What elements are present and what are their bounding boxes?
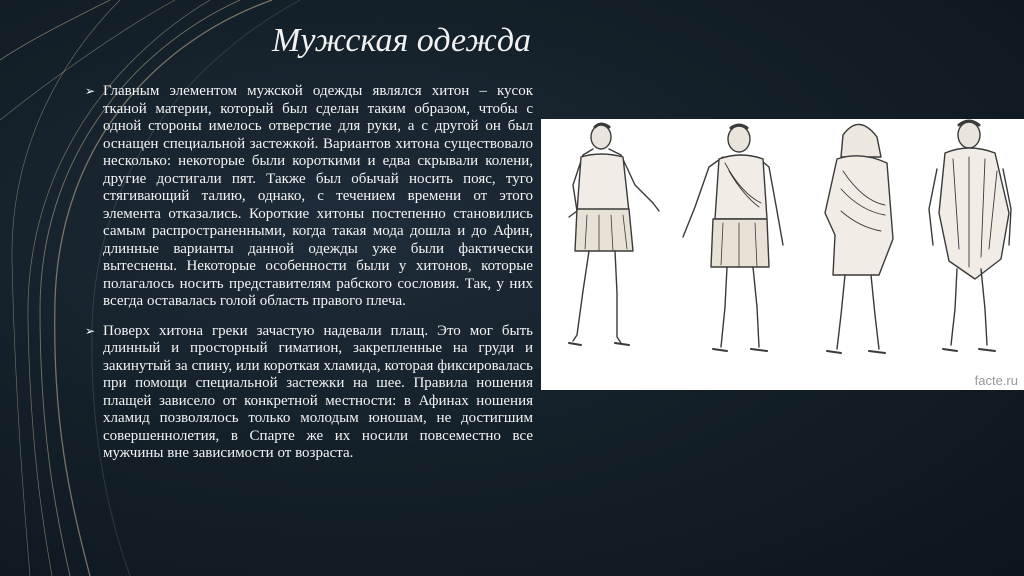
figure-short-chiton	[569, 124, 659, 345]
bullet-item	[85, 323, 533, 463]
bullet-item	[85, 83, 533, 311]
bullet-text: Поверх хитона греки зачастую надевали плащ. Это мог быть длинный и просторный гиматион, закрепленные на груди и закинутый за спину, или короткая хламида, которая фиксировалась при помощи специальной застежки на шее. Правила ношения плащей зависело от конкретной местности: в Афинах ношения хламид позволялось только молодым юношам, не достигшим совершеннолетия, в Спарте же их носили повсеместно все мужчины вне зависимости от возраста.	[103, 322, 533, 461]
figure-himation-hooded	[825, 124, 893, 353]
arrow-bullet-icon: ➢	[85, 323, 96, 338]
figure-chiton-with-cloak	[683, 125, 783, 351]
clothing-figures-drawing	[541, 119, 1024, 390]
arrow-bullet-icon: ➢	[85, 84, 96, 98]
figure-chlamys	[929, 121, 1011, 351]
slide-title: Мужская одежда	[272, 22, 532, 59]
bullet-text: Главным элементом мужской одежды являлся хитон – кусок тканой материи, который был сделан таким образом, чтобы с одной стороны имелось отверстие для руки, а с другой он был оснащен специальной застежкой. Вариантов хитона существовало несколько: некоторые были короткими и едва скрывали колени, другие достигали пят. Также был обычай носить пояс, туго стягивающий талию, однако, с течением времени от этого элемента отказались. Короткие хитоны постепенно становились самым распространенными, когда такая мода дошла и до Афин, длинные варианты данной одежды уже были фактически вытеснены. Некоторые особенности были у хитонов, которые полагалось носить представителям рабского сословия. Так, у них всегда оставалась голой область правого плеча.	[103, 83, 533, 309]
slide-text-content	[85, 83, 533, 475]
greek-men-clothing-illustration	[541, 119, 1024, 390]
image-watermark: facte.ru	[974, 373, 1018, 388]
